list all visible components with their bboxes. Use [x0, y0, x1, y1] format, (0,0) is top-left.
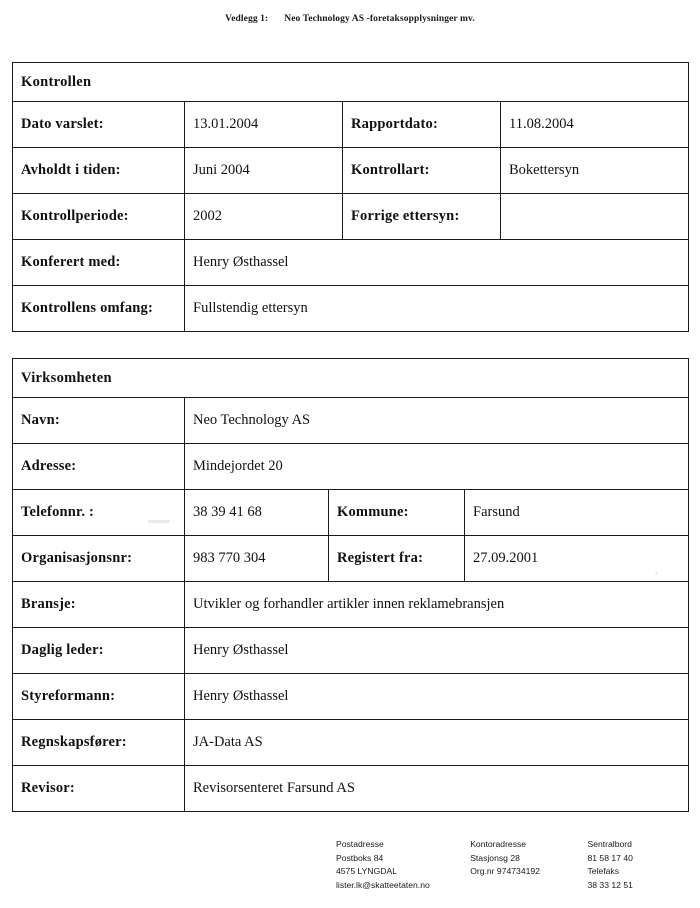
row-label-dato-varslet: Dato varslet: — [13, 102, 185, 148]
virksomheten-title: Virksomheten — [13, 359, 689, 398]
table-row — [13, 240, 689, 286]
row-value-adresse: Mindejordet 20 — [185, 444, 689, 490]
row-value-kommune: Farsund — [465, 490, 689, 536]
footer-email: lister.lk@skatteetaten.no — [336, 879, 430, 890]
table-row — [13, 536, 689, 582]
table-row — [13, 102, 689, 148]
header-title: Neo Technology AS -foretaksopplysninger mv. — [284, 14, 475, 24]
table-row — [13, 286, 689, 332]
row-label-registert-fra: Registert fra: — [329, 536, 465, 582]
row-value-dato-varslet: 13.01.2004 — [185, 102, 343, 148]
table-row — [13, 194, 689, 240]
row-label-revisor: Revisor: — [13, 766, 185, 812]
row-label-forrige-ettersyn: Forrige ettersyn: — [343, 194, 501, 240]
table-row — [13, 674, 689, 720]
scan-speck — [148, 520, 170, 523]
row-label-daglig-leder: Daglig leder: — [13, 628, 185, 674]
row-label-styreformann: Styreformann: — [13, 674, 185, 720]
row-label-konferert-med: Konferert med: — [13, 240, 185, 286]
table-row — [13, 359, 689, 398]
table-row — [13, 148, 689, 194]
scan-speck — [655, 572, 658, 575]
row-value-bransje: Utvikler og forhandler artikler innen reklamebransjen — [185, 582, 689, 628]
row-value-organisasjonsnr: 983 770 304 — [185, 536, 329, 582]
footer-line: 38 33 12 51 — [587, 879, 633, 890]
document-footer — [336, 838, 686, 892]
footer-line: Sentralbord — [587, 839, 632, 849]
row-label-kontrollart: Kontrollart: — [343, 148, 501, 194]
row-value-avholdt-i-tiden: Juni 2004 — [185, 148, 343, 194]
kontrollen-title: Kontrollen — [13, 63, 689, 102]
table-row — [13, 398, 689, 444]
row-value-forrige-ettersyn — [501, 194, 689, 240]
virksomheten-table — [12, 358, 689, 812]
row-value-telefonnr: 38 39 41 68 — [185, 490, 329, 536]
document-header — [0, 14, 700, 24]
table-row — [13, 490, 689, 536]
row-value-regnskapsforer: JA-Data AS — [185, 720, 689, 766]
row-value-kontrollart: Bokettersyn — [501, 148, 689, 194]
table-row — [13, 444, 689, 490]
footer-line: Kontoradresse — [470, 839, 527, 849]
row-label-adresse: Adresse: — [13, 444, 185, 490]
table-row — [13, 582, 689, 628]
row-label-telefonnr: Telefonnr. : — [13, 490, 185, 536]
row-label-kontrollperiode: Kontrollperiode: — [13, 194, 185, 240]
row-value-rapportdato: 11.08.2004 — [501, 102, 689, 148]
row-value-konferert-med: Henry Østhassel — [185, 240, 689, 286]
footer-line: 4575 LYNGDAL — [336, 866, 397, 876]
row-value-registert-fra: 27.09.2001 — [465, 536, 689, 582]
row-label-bransje: Bransje: — [13, 582, 185, 628]
footer-column-kontoradresse — [470, 838, 573, 892]
row-value-kontrollperiode: 2002 — [185, 194, 343, 240]
footer-column-postadresse — [336, 838, 456, 892]
row-value-navn: Neo Technology AS — [185, 398, 689, 444]
header-label: Vedlegg 1: — [225, 14, 269, 24]
table-row — [13, 766, 689, 812]
footer-line: 81 58 17 40 — [587, 852, 633, 863]
footer-line: Telefaks — [587, 866, 620, 876]
table-row — [13, 628, 689, 674]
table-row — [13, 63, 689, 102]
row-label-regnskapsforer: Regnskapsfører: — [13, 720, 185, 766]
footer-line: Postadresse — [336, 839, 384, 849]
row-value-daglig-leder: Henry Østhassel — [185, 628, 689, 674]
row-label-organisasjonsnr: Organisasjonsnr: — [13, 536, 185, 582]
row-value-styreformann: Henry Østhassel — [185, 674, 689, 720]
table-row — [13, 720, 689, 766]
footer-line: Postboks 84 — [336, 852, 384, 863]
row-label-avholdt-i-tiden: Avholdt i tiden: — [13, 148, 185, 194]
row-value-kontrollens-omfang: Fullstendig ettersyn — [185, 286, 689, 332]
row-label-navn: Navn: — [13, 398, 185, 444]
kontrollen-table — [12, 62, 689, 332]
row-label-rapportdato: Rapportdato: — [343, 102, 501, 148]
row-label-kommune: Kommune: — [329, 490, 465, 536]
footer-line: Org.nr 974734192 — [470, 866, 540, 876]
row-value-revisor: Revisorsenteret Farsund AS — [185, 766, 689, 812]
footer-column-sentralbord — [587, 838, 672, 892]
footer-line: Stasjonsg 28 — [470, 852, 520, 863]
row-label-kontrollens-omfang: Kontrollens omfang: — [13, 286, 185, 332]
